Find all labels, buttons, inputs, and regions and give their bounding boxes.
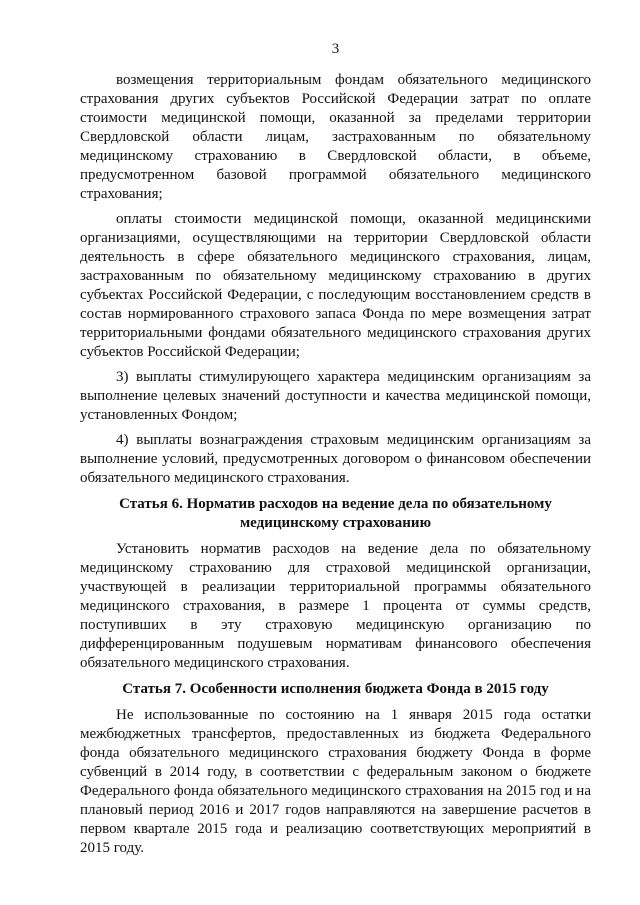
article-7-text: Не использованные по состоянию на 1 января 2015 года остатки межбюджетных трансфертов, предоставленных из бюджета Федерального фонда обязательного медицинского страхования бюджету Фонда в форме субвенций в 2014 году, в соответствии с федеральным законом о бюджете Федерального фонда обязательного медицинского страхования на 2015 год и на плановый период 2016 и 2017 годов направляются на завершение расчетов в первом квартале 2015 года и реализацию соответствующих мероприятий в 2015 году. <box>80 707 591 856</box>
article-6-text: Установить норматив расходов на ведение дела по обязательному медицинскому страхованию для страховой медицинской организации, участвующей в реализации территориальной программы обязательного медицинского страхования, в размере 1 процента от суммы средств, поступивших в эту страховую медицинскую организацию по дифференцированным подушевым нормативам финансового обеспечения обязательного медицинского страхования. <box>80 541 591 671</box>
article-6-heading: Статья 6. Норматив расходов на ведение дела по обязательному медицинскому страхованию <box>119 496 552 531</box>
paragraph-item-4: 4) выплаты вознаграждения страховым медицинским организациям за выполнение условий, предусмотренных договором о финансовом обеспечении обязательного медицинского страхования. <box>80 432 591 486</box>
paragraph-item-3: 3) выплаты стимулирующего характера медицинским организациям за выполнение целевых значений доступности и качества медицинской помощи, установленных Фондом; <box>80 369 591 423</box>
paragraph-reimbursement: возмещения территориальным фондам обязательного медицинского страхования других субъектов Российской Федерации затрат по оплате стоимости медицинской помощи, оказанной за пределами территории Свердловской области лицам, застрахованным по обязательному медицинскому страхованию в Свердловской области, в объеме, предусмотренном базовой программой обязательного медицинского страхования; <box>80 72 591 202</box>
paragraph-payment: оплаты стоимости медицинской помощи, оказанной медицинскими организациями, осуществляющими на территории Свердловской области деятельность в сфере обязательного медицинского страхования, лицам, застрахованным по обязательному медицинскому страхованию в других субъектах Российской Федерации, с последующим восстановлением средств в состав нормированного страхового запаса Фонда по мере возмещения затрат территориальными фондами обязательного медицинского страхования других субъектов Российской Федерации; <box>80 211 591 360</box>
article-7-heading: Статья 7. Особенности исполнения бюджета Фонда в 2015 году <box>122 681 549 697</box>
page-number: 3 <box>331 41 340 57</box>
